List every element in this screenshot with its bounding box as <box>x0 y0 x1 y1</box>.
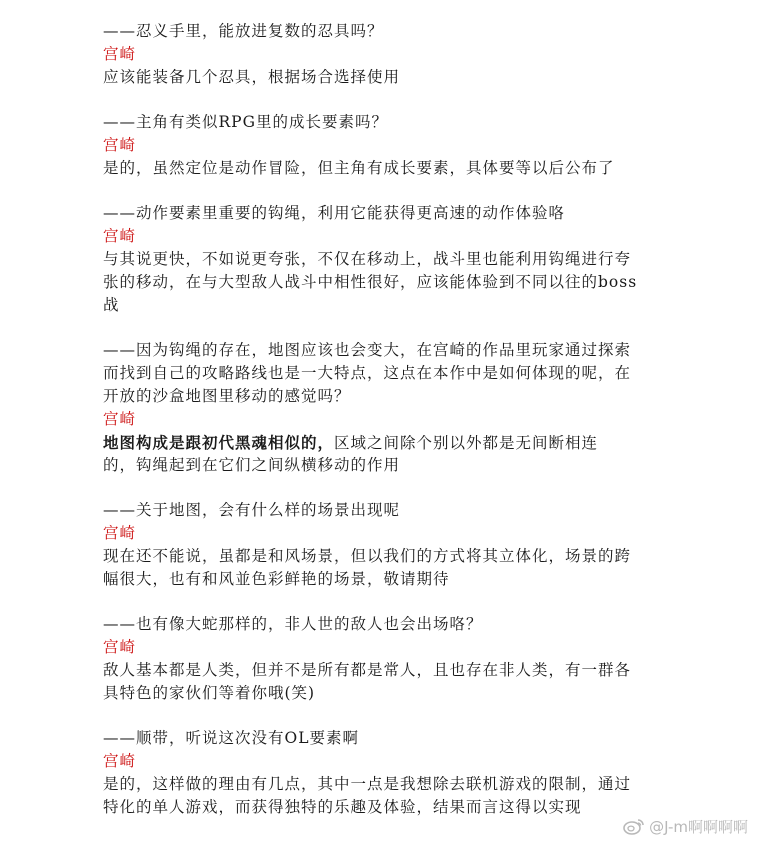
answer-4-line-1 <box>103 431 673 454</box>
question-6: ——也有像大蛇那样的，非人世的敌人也会出场咯？ <box>103 615 483 633</box>
answer-2-line-1: 是的，虽然定位是动作冒险，但主角有成长要素，具体要等以后公布了 <box>103 159 615 177</box>
answer-4-line-2: 的，钩绳起到在它们之间纵横移动的作用 <box>103 456 401 474</box>
speaker-6: 宫崎 <box>103 638 137 656</box>
answer-6-line-1: 敌人基本都是人类，但并不是所有都是常人，且也存在非人类，有一群各 <box>103 661 632 679</box>
answer-3-line-1: 与其说更快，不如说更夸张，不仅在移动上，战斗里也能利用钩绳进行夸 <box>103 250 632 268</box>
answer-1-line-1: 应该能装备几个忍具，根据场合选择使用 <box>103 68 401 86</box>
question-4-line-1: ——因为钩绳的存在，地图应该也会变大，在宫崎的作品里玩家通过探索 <box>103 341 632 359</box>
speaker-4: 宫崎 <box>103 410 137 428</box>
weibo-watermark <box>621 815 750 837</box>
answer-4-rest: 区域之间除个别以外都是无间断相连 <box>334 434 599 452</box>
question-4-line-3: 开放的沙盒地图里移动的感觉吗？ <box>103 387 351 405</box>
answer-5-line-1: 现在还不能说，虽都是和风场景，但以我们的方式将其立体化，场景的跨 <box>103 547 632 565</box>
question-2: ——主角有类似RPG里的成长要素吗？ <box>103 113 388 131</box>
answer-3-line-3: 战 <box>103 296 120 314</box>
answer-7-line-1: 是的，这样做的理由有几点，其中一点是我想除去联机游戏的限制，通过 <box>103 775 632 793</box>
answer-4-bold: 地图构成是跟初代黑魂相似的， <box>103 433 335 452</box>
answer-7-line-2: 特化的单人游戏，而获得独特的乐趣及体验，结果而言这得以实现 <box>103 798 582 816</box>
question-1: ——忍义手里，能放进复数的忍具吗？ <box>103 22 384 40</box>
speaker-3: 宫崎 <box>103 227 137 245</box>
question-7: ——顺带，听说这次没有OL要素啊 <box>103 729 360 747</box>
watermark-text: @J-m啊啊啊啊 <box>649 817 748 836</box>
answer-5-line-2: 幅很大，也有和风並色彩鲜艳的场景，敬请期待 <box>103 570 450 588</box>
answer-3-line-2: 张的移动，在与大型敌人战斗中相性很好，应该能体验到不同以往的boss <box>103 273 638 291</box>
speaker-5: 宫崎 <box>103 524 137 542</box>
question-5: ——关于地图，会有什么样的场景出现呢 <box>103 501 401 519</box>
interview-document <box>103 20 673 819</box>
weibo-icon <box>623 817 645 835</box>
speaker-2: 宫崎 <box>103 136 137 154</box>
answer-6-line-2: 具特色的家伙们等着你哦(笑) <box>103 684 316 702</box>
speaker-1: 宫崎 <box>103 45 137 63</box>
speaker-7: 宫崎 <box>103 752 137 770</box>
question-4-line-2: 而找到自己的攻略路线也是一大特点，这点在本作中是如何体现的呢，在 <box>103 364 632 382</box>
question-3: ——动作要素里重要的钩绳，利用它能获得更高速的动作体验咯 <box>103 204 566 222</box>
